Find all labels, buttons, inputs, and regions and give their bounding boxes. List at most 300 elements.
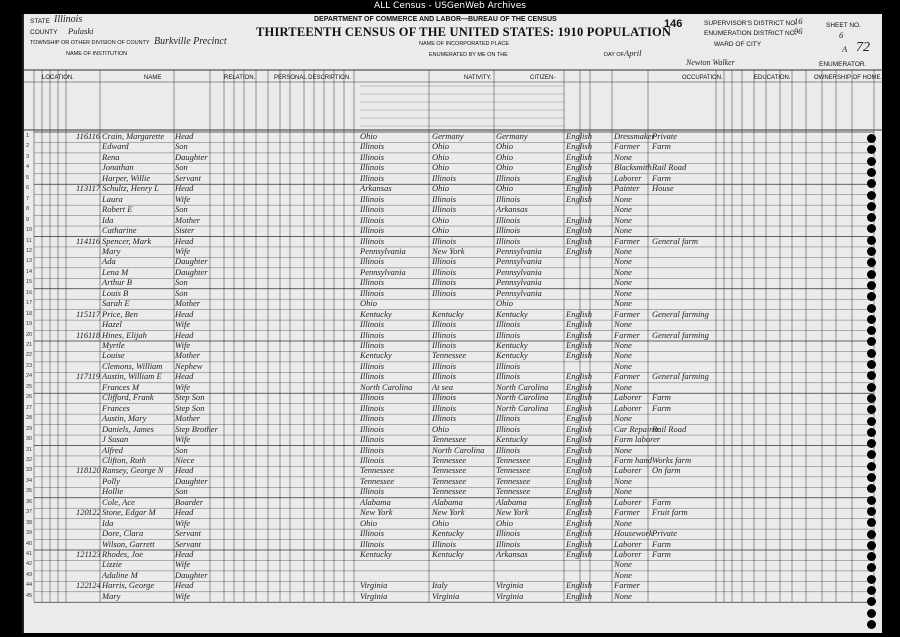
- binding-hole: [867, 236, 876, 245]
- col-ownership: OWNERSHIP OF HOME.: [814, 75, 882, 81]
- birthplace-mother: Arkansas: [496, 549, 528, 559]
- person-name: Schultz, Henry L: [102, 183, 159, 194]
- birthplace-father: At sea: [432, 381, 454, 392]
- birthplace-person: Illinois: [360, 402, 385, 413]
- person-name: Harper, Willie: [102, 172, 151, 183]
- row-number: 21: [26, 342, 33, 348]
- binding-hole: [867, 575, 876, 584]
- language: English: [566, 172, 592, 183]
- row-number: 44: [26, 582, 33, 589]
- binding-hole: [867, 541, 876, 550]
- binding-hole: [867, 417, 876, 426]
- birthplace-father: New York: [432, 507, 465, 518]
- person-name: Daniels, James: [102, 423, 154, 434]
- language: English: [566, 162, 592, 173]
- birthplace-father: Ohio: [432, 517, 449, 528]
- birthplace-person: Tennessee: [360, 475, 395, 486]
- birthplace-mother: Pennsylvania: [496, 256, 542, 267]
- supervisor-label: SUPERVISOR'S DISTRICT NO.: [704, 20, 798, 27]
- relation: Head: [175, 235, 194, 246]
- language: English: [566, 517, 592, 528]
- birthplace-father: New York: [432, 245, 465, 256]
- birthplace-person: Illinois: [360, 256, 385, 267]
- relation: Servant: [175, 538, 201, 549]
- row-number: 32: [26, 456, 33, 463]
- person-name: Edward: [102, 141, 129, 152]
- person-name: Catharine: [102, 225, 137, 236]
- binding-hole: [867, 157, 876, 166]
- birthplace-mother: Tennessee: [496, 475, 531, 486]
- relation: Head: [175, 131, 194, 141]
- birthplace-father: Alabama: [432, 496, 463, 507]
- enumeration-district-value: 96: [794, 26, 803, 36]
- birthplace-person: Pennsylvania: [360, 245, 406, 256]
- birthplace-mother: North Carolina: [496, 402, 549, 413]
- col-nativity: NATIVITY.: [464, 75, 492, 81]
- row-number: 7: [26, 195, 30, 202]
- language: English: [566, 225, 592, 236]
- person-name: Louis B: [102, 287, 129, 298]
- person-name: Rena: [102, 151, 120, 162]
- occupation: None: [614, 245, 632, 256]
- row-number: 31: [26, 446, 33, 453]
- state-label: STATE: [30, 18, 50, 25]
- relation: Wife: [175, 559, 191, 570]
- language: English: [566, 402, 592, 413]
- occupation: Farmer: [614, 580, 640, 591]
- relation: Sister: [175, 225, 195, 236]
- relation: Head: [175, 329, 194, 340]
- person-name: Wilson, Garrett: [102, 538, 155, 549]
- relation: Wife: [175, 381, 191, 392]
- birthplace-person: Illinois: [360, 193, 385, 204]
- row-number: 15: [26, 279, 33, 286]
- row-number: 27: [26, 404, 33, 411]
- language: English: [566, 235, 592, 246]
- col-name: NAME: [144, 75, 162, 81]
- industry: Farm: [652, 549, 671, 559]
- language: English: [566, 528, 592, 539]
- industry: General farming: [652, 308, 709, 319]
- birthplace-mother: North Carolina: [496, 392, 549, 403]
- language: English: [566, 131, 592, 141]
- relation: Niece: [175, 454, 195, 465]
- relation: Mother: [175, 350, 201, 361]
- occupation: Laborer: [614, 402, 642, 413]
- occupation: None: [614, 444, 632, 455]
- occupation: None: [614, 225, 632, 236]
- census-title: THIRTEENTH CENSUS OF THE UNITED STATES: 1910 POPULATION: [256, 25, 672, 39]
- occupation: None: [614, 590, 632, 601]
- census-sheet: [22, 14, 882, 633]
- birthplace-mother: Germany: [496, 131, 528, 141]
- relation: Daughter: [175, 475, 208, 486]
- birthplace-father: Illinois: [432, 402, 457, 413]
- birthplace-mother: North Carolina: [496, 381, 549, 392]
- birthplace-person: Illinois: [360, 319, 385, 330]
- relation: Son: [175, 486, 188, 497]
- occupation: None: [614, 475, 632, 486]
- birthplace-mother: Illinois: [496, 538, 521, 549]
- binding-hole: [867, 507, 876, 516]
- person-name: Louise: [102, 350, 125, 361]
- relation: Daughter: [175, 151, 208, 162]
- birthplace-mother: Kentucky: [496, 308, 528, 319]
- occupation: None: [614, 350, 632, 361]
- birthplace-person: Illinois: [360, 235, 385, 246]
- person-name: Dore, Clara: [102, 528, 144, 539]
- dwelling-number: 113: [76, 183, 89, 194]
- row-number: 6: [26, 185, 30, 192]
- occupation: None: [614, 486, 632, 497]
- birthplace-person: Illinois: [360, 277, 385, 288]
- birthplace-person: Illinois: [360, 392, 385, 403]
- department-heading: DEPARTMENT OF COMMERCE AND LABOR—BUREAU OF THE CENSUS: [314, 16, 557, 23]
- binding-hole: [867, 383, 876, 392]
- row-number: 25: [26, 383, 33, 390]
- birthplace-person: North Carolina: [360, 381, 413, 392]
- binding-hole: [867, 394, 876, 403]
- month-value: April: [624, 48, 642, 58]
- dwelling-number: 118: [76, 465, 89, 476]
- corner-number: 72: [856, 40, 870, 55]
- person-name: J Susan: [102, 434, 129, 445]
- relation: Wife: [175, 340, 191, 350]
- birthplace-mother: Arkansas: [496, 204, 528, 215]
- person-name: Hollie: [102, 486, 124, 497]
- row-number: 18: [26, 310, 33, 317]
- birthplace-father: Kentucky: [432, 549, 464, 559]
- birthplace-person: Kentucky: [360, 549, 392, 559]
- township-value: Burkville Precinct: [154, 36, 227, 47]
- person-name: Stone, Edgar M: [102, 507, 156, 518]
- row-number: 12: [26, 247, 33, 254]
- birthplace-mother: Pennsylvania: [496, 245, 542, 256]
- language: English: [566, 580, 592, 591]
- institution-label: NAME OF INSTITUTION: [66, 51, 128, 57]
- birthplace-person: Illinois: [360, 360, 385, 371]
- state-value: Illinois: [54, 14, 83, 25]
- dwelling-number: 120: [76, 507, 89, 518]
- row-number: 17: [26, 300, 33, 307]
- birthplace-mother: Pennsylvania: [496, 287, 542, 298]
- ward-label: WARD OF CITY: [714, 41, 762, 48]
- birthplace-person: Illinois: [360, 329, 385, 340]
- birthplace-person: Ohio: [360, 517, 377, 528]
- county-label: COUNTY: [30, 29, 58, 36]
- relation: Wife: [175, 193, 191, 204]
- page-number: 146: [664, 18, 683, 30]
- industry: Works farm: [652, 454, 692, 465]
- industry: Farm: [652, 141, 671, 152]
- relation: Son: [175, 277, 188, 288]
- dwelling-number: 116: [76, 131, 89, 141]
- enumerator-label: ENUMERATOR.: [819, 61, 867, 68]
- birthplace-father: Kentucky: [432, 308, 464, 319]
- relation: Mother: [175, 214, 201, 225]
- birthplace-person: Illinois: [360, 162, 385, 173]
- relation: Servant: [175, 528, 201, 539]
- row-number: 14: [26, 268, 33, 275]
- occupation: Laborer: [614, 549, 642, 559]
- birthplace-father: Germany: [432, 131, 464, 141]
- occupation: None: [614, 360, 632, 371]
- birthplace-person: Illinois: [360, 538, 385, 549]
- birthplace-person: Kentucky: [360, 308, 392, 319]
- row-number: 43: [26, 571, 33, 578]
- birthplace-mother: Kentucky: [496, 434, 528, 445]
- person-name: Ransey, George N: [102, 465, 164, 476]
- row-number: 19: [26, 321, 33, 328]
- relation: Son: [175, 162, 188, 173]
- relation: Wife: [175, 245, 191, 256]
- row-number: 8: [26, 206, 30, 213]
- birthplace-person: Illinois: [360, 371, 385, 382]
- birthplace-father: Tennessee: [432, 486, 467, 497]
- occupation: Laborer: [614, 538, 642, 549]
- birthplace-person: Illinois: [360, 204, 385, 215]
- industry: Farm: [652, 496, 671, 507]
- occupation: Dressmaker: [614, 131, 655, 141]
- binding-hole: [867, 191, 876, 200]
- sheet-value: 6: [839, 30, 844, 40]
- language: English: [566, 151, 592, 162]
- birthplace-father: Ohio: [432, 151, 449, 162]
- relation: Wife: [175, 517, 191, 528]
- occupation: Farmer: [614, 235, 640, 246]
- birthplace-mother: Illinois: [496, 235, 521, 246]
- birthplace-person: Illinois: [360, 434, 385, 445]
- binding-hole: [867, 270, 876, 279]
- person-name: Myrtle: [102, 340, 125, 350]
- language: English: [566, 329, 592, 340]
- occupation: None: [614, 204, 632, 215]
- occupation: None: [614, 277, 632, 288]
- birthplace-father: Illinois: [432, 172, 457, 183]
- row-number: 39: [26, 530, 33, 537]
- incorporated-label: NAME OF INCORPORATED PLACE: [419, 41, 510, 47]
- person-name: Arthur B: [102, 277, 132, 288]
- person-name: Lizzie: [102, 559, 122, 570]
- person-name: Frances M: [102, 381, 140, 392]
- language: English: [566, 423, 592, 434]
- supervisor-value: 16: [794, 16, 803, 26]
- binding-hole: [867, 620, 876, 629]
- person-name: Jonathan: [102, 162, 134, 173]
- birthplace-mother: Illinois: [496, 193, 521, 204]
- language: English: [566, 590, 592, 601]
- binding-hole: [867, 281, 876, 290]
- occupation: None: [614, 381, 632, 392]
- birthplace-person: Illinois: [360, 172, 385, 183]
- row-number: 35: [26, 488, 33, 495]
- birthplace-father: Illinois: [432, 287, 457, 298]
- person-name: Polly: [102, 475, 120, 486]
- binding-hole: [867, 202, 876, 211]
- industry: General farming: [652, 371, 709, 382]
- birthplace-person: Tennessee: [360, 465, 395, 476]
- birthplace-person: Illinois: [360, 486, 385, 497]
- site-banner: ALL Census - USGenWeb Archives: [0, 0, 900, 12]
- row-number: 2: [26, 143, 30, 150]
- relation: Son: [175, 444, 188, 455]
- row-number: 5: [26, 174, 30, 181]
- birthplace-mother: Ohio: [496, 298, 513, 309]
- col-citizen: CITIZEN-: [530, 75, 556, 81]
- birthplace-mother: New York: [496, 507, 529, 518]
- person-name: Crain, Margarette: [102, 131, 165, 141]
- birthplace-father: Illinois: [432, 329, 457, 340]
- row-number: 41: [26, 551, 33, 557]
- birthplace-person: Illinois: [360, 151, 385, 162]
- occupation: Car Repairer: [614, 423, 660, 434]
- language: English: [566, 392, 592, 403]
- family-number: 124: [88, 580, 101, 591]
- birthplace-father: Illinois: [432, 256, 457, 267]
- birthplace-father: Illinois: [432, 340, 457, 350]
- language: English: [566, 350, 592, 361]
- industry: Farm: [652, 402, 671, 413]
- person-name: Harris, George: [102, 580, 155, 591]
- language: English: [566, 183, 592, 194]
- birthplace-mother: Ohio: [496, 162, 513, 173]
- birthplace-mother: Tennessee: [496, 454, 531, 465]
- language: English: [566, 444, 592, 455]
- language: English: [566, 340, 592, 350]
- language: English: [566, 413, 592, 424]
- person-name: Ada: [102, 256, 116, 267]
- birthplace-person: Illinois: [360, 225, 385, 236]
- occupation: None: [614, 214, 632, 225]
- birthplace-mother: Illinois: [496, 329, 521, 340]
- industry: Rail Road: [652, 162, 687, 173]
- relation: Mother: [175, 413, 201, 424]
- row-number: 29: [26, 425, 33, 432]
- birthplace-father: North Carolina: [432, 444, 485, 455]
- binding-hole: [867, 304, 876, 313]
- occupation: Laborer: [614, 392, 642, 403]
- birthplace-mother: Ohio: [496, 517, 513, 528]
- row-number: 23: [26, 362, 33, 369]
- relation: Wife: [175, 319, 191, 330]
- family-number: 116: [88, 235, 101, 246]
- birthplace-person: Virginia: [360, 580, 388, 591]
- relation: Head: [175, 371, 194, 382]
- row-number: 4: [26, 164, 30, 171]
- birthplace-person: Ohio: [360, 298, 377, 309]
- row-number: 37: [26, 509, 33, 516]
- row-number: 11: [26, 237, 32, 244]
- language: English: [566, 549, 592, 559]
- birthplace-father: Illinois: [432, 266, 457, 277]
- row-number: 20: [26, 331, 33, 338]
- birthplace-mother: Kentucky: [496, 350, 528, 361]
- language: English: [566, 486, 592, 497]
- family-number: 118: [88, 329, 101, 340]
- col-location: LOCATION.: [42, 75, 74, 81]
- birthplace-person: Illinois: [360, 444, 385, 455]
- binding-hole: [867, 428, 876, 437]
- birthplace-mother: Illinois: [496, 423, 521, 434]
- birthplace-father: Tennessee: [432, 475, 467, 486]
- person-name: Clifton, Ruth: [102, 454, 146, 465]
- person-name: Hazel: [102, 319, 122, 330]
- birthplace-mother: Illinois: [496, 225, 521, 236]
- row-number: 22: [26, 352, 33, 359]
- birthplace-mother: Pennsylvania: [496, 277, 542, 288]
- language: English: [566, 193, 592, 204]
- birthplace-person: Illinois: [360, 528, 385, 539]
- binding-hole: [867, 247, 876, 256]
- relation: Servant: [175, 172, 201, 183]
- person-name: Robert E: [102, 204, 133, 215]
- occupation: None: [614, 151, 632, 162]
- binding-hole: [867, 586, 876, 595]
- enumeration-district-label: ENUMERATION DISTRICT NO.: [704, 30, 797, 37]
- birthplace-father: Illinois: [432, 319, 457, 330]
- person-name: Spencer, Mark: [102, 235, 152, 246]
- occupation: Farm hand: [614, 454, 653, 465]
- occupation: None: [614, 193, 632, 204]
- occupation: Blacksmith: [614, 162, 652, 173]
- relation: Head: [175, 507, 194, 518]
- row-number: 1: [26, 133, 30, 139]
- relation: Son: [175, 287, 188, 298]
- birthplace-father: Ohio: [432, 423, 449, 434]
- binding-hole: [867, 168, 876, 177]
- sheet-side: A: [842, 44, 848, 54]
- relation: Boarder: [175, 496, 204, 507]
- day-label: DAY OF: [604, 52, 624, 58]
- birthplace-mother: Ohio: [496, 141, 513, 152]
- row-number: 16: [26, 289, 33, 296]
- person-name: Clifford, Frank: [102, 392, 154, 403]
- person-name: Ida: [102, 214, 114, 225]
- relation: Mother: [175, 298, 201, 309]
- occupation: Farmer: [614, 371, 640, 382]
- industry: Farm: [652, 172, 671, 183]
- relation: Son: [175, 204, 188, 215]
- person-name: Mary: [102, 245, 121, 256]
- birthplace-person: Kentucky: [360, 350, 392, 361]
- birthplace-father: Ohio: [432, 141, 449, 152]
- row-number: 26: [26, 394, 33, 401]
- birthplace-father: Ohio: [432, 162, 449, 173]
- row-number: 9: [26, 216, 30, 223]
- occupation: None: [614, 413, 632, 424]
- enumerator-value: Newton Walker: [686, 58, 735, 67]
- occupation: None: [614, 256, 632, 267]
- birthplace-father: Italy: [432, 580, 448, 591]
- language: English: [566, 245, 592, 256]
- occupation: Farmer: [614, 329, 640, 340]
- relation: Wife: [175, 590, 191, 601]
- relation: Daughter: [175, 266, 208, 277]
- relation: Nephew: [175, 360, 203, 371]
- relation: Head: [175, 465, 194, 476]
- birthplace-father: Illinois: [432, 193, 457, 204]
- row-number: 45: [26, 592, 33, 599]
- row-number: 30: [26, 436, 33, 443]
- person-name: Mary: [102, 590, 121, 601]
- row-number: 42: [26, 561, 33, 568]
- relation: Daughter: [175, 256, 208, 267]
- language: English: [566, 475, 592, 486]
- birthplace-person: Alabama: [360, 496, 391, 507]
- language: English: [566, 214, 592, 225]
- row-number: 38: [26, 519, 33, 526]
- occupation: None: [614, 319, 632, 330]
